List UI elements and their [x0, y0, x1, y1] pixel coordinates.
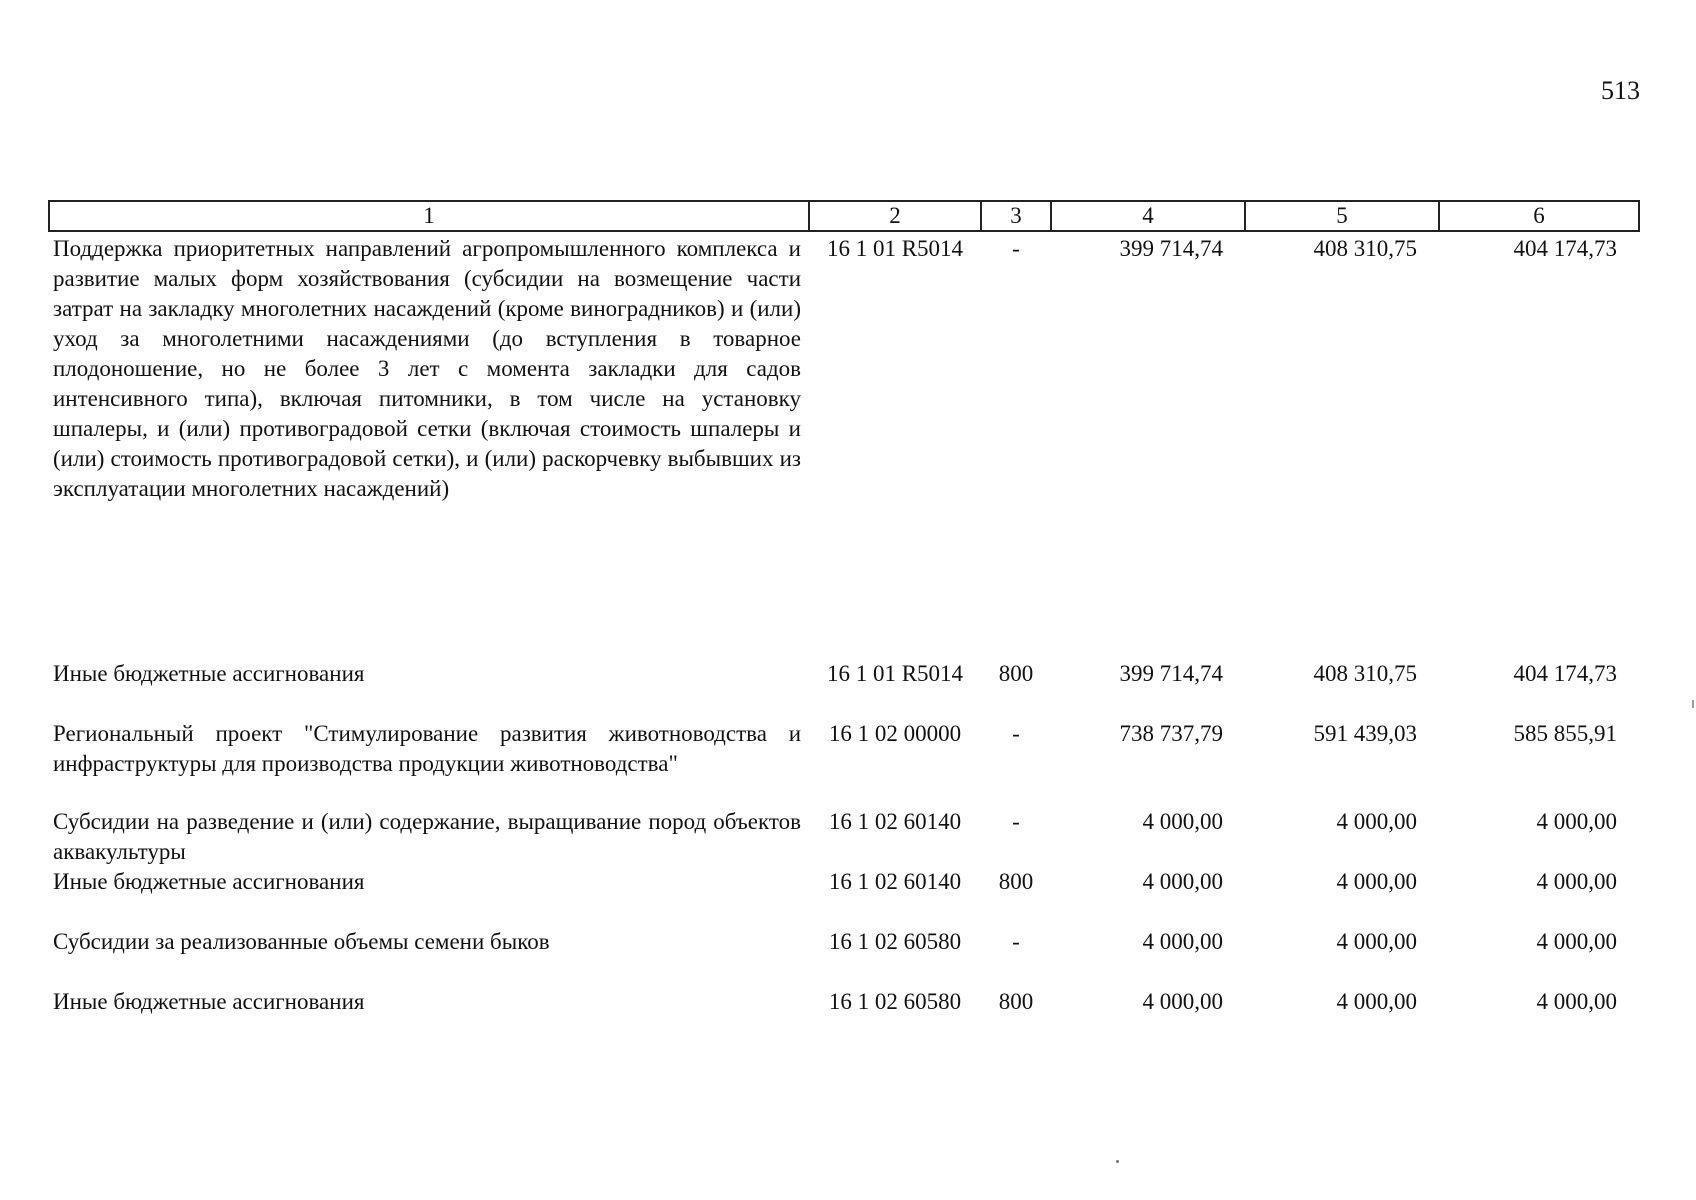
row-value-3: 404 174,73 — [1513, 661, 1617, 686]
row-type: - — [1012, 809, 1020, 834]
table-row — [49, 867, 1639, 927]
table-row — [49, 987, 1639, 1047]
table-row — [49, 719, 1639, 807]
row-code: 16 1 02 60140 — [828, 809, 962, 834]
row-name: Иные бюджетные ассигнования — [53, 989, 365, 1014]
header-row — [49, 201, 1639, 231]
scan-edge-mark — [1692, 700, 1694, 708]
row-value-3: 404 174,73 — [1513, 236, 1617, 261]
row-value-1: 4 000,00 — [1142, 809, 1223, 834]
row-value-2: 408 310,75 — [1313, 236, 1417, 261]
row-name: Иные бюджетные ассигнования — [53, 661, 365, 686]
row-value-3: 4 000,00 — [1536, 929, 1617, 954]
scan-speck — [1116, 1160, 1119, 1163]
row-value-1: 4 000,00 — [1142, 989, 1223, 1014]
row-code: 16 1 02 00000 — [828, 721, 962, 746]
row-value-2: 591 439,03 — [1313, 721, 1417, 746]
row-name: Субсидии на разведение и (или) содержание, выращивание пород объектов аквакультуры — [53, 809, 801, 864]
row-value-1: 399 714,74 — [1119, 661, 1223, 686]
row-type: 800 — [998, 661, 1034, 686]
header-col-4: 4 — [1051, 201, 1245, 231]
row-value-1: 738 737,79 — [1119, 721, 1223, 746]
row-code: 16 1 02 60580 — [828, 989, 962, 1014]
table-row — [49, 927, 1639, 987]
table-row — [49, 231, 1639, 659]
row-value-2: 408 310,75 — [1313, 661, 1417, 686]
row-value-1: 4 000,00 — [1142, 869, 1223, 894]
header-col-5: 5 — [1245, 201, 1439, 231]
header-col-6: 6 — [1439, 201, 1639, 231]
row-code: 16 1 02 60580 — [828, 929, 962, 954]
row-code: 16 1 01 R5014 — [826, 236, 964, 261]
row-code: 16 1 02 60140 — [828, 869, 962, 894]
row-value-2: 4 000,00 — [1336, 809, 1417, 834]
row-name: Региональный проект "Стимулирование развития животноводства и инфраструктуры для производства продукции животноводства" — [53, 721, 801, 776]
header-col-1: 1 — [49, 201, 809, 231]
budget-table — [48, 200, 1640, 1047]
row-value-2: 4 000,00 — [1336, 929, 1417, 954]
row-type: - — [1012, 929, 1020, 954]
row-type: - — [1012, 721, 1020, 746]
table-header — [49, 201, 1639, 231]
row-value-3: 4 000,00 — [1536, 989, 1617, 1014]
row-value-1: 399 714,74 — [1119, 236, 1223, 261]
row-type: 800 — [998, 869, 1034, 894]
table-row — [49, 807, 1639, 867]
header-col-2: 2 — [809, 201, 981, 231]
row-value-2: 4 000,00 — [1336, 989, 1417, 1014]
row-code: 16 1 01 R5014 — [826, 661, 964, 686]
row-type: - — [1012, 236, 1020, 261]
row-value-2: 4 000,00 — [1336, 869, 1417, 894]
table-body — [49, 231, 1639, 1047]
row-type: 800 — [998, 989, 1034, 1014]
page-number: 513 — [1601, 76, 1640, 105]
row-value-3: 585 855,91 — [1513, 721, 1617, 746]
row-name: Иные бюджетные ассигнования — [53, 869, 365, 894]
row-name: Поддержка приоритетных направлений агропромышленного комплекса и развитие малых форм хозяйствования (субсидии на возмещение части затрат на закладку многолетних насаждений (кроме виноградников) и (или) уход за многолетними насаждениями (до вступления в товарное плодоношение, но не более 3 лет с момента закладки для садов интенсивного типа), включая питомники, в том числе на установку шпалеры, и (или) противоградовой сетки (включая стоимость шпалеры и (или) стоимость противоградовой сетки), и (или) раскорчевку выбывших из эксплуатации многолетних насаждений) — [53, 236, 801, 501]
row-value-3: 4 000,00 — [1536, 869, 1617, 894]
header-col-3: 3 — [981, 201, 1051, 231]
row-value-3: 4 000,00 — [1536, 809, 1617, 834]
row-value-1: 4 000,00 — [1142, 929, 1223, 954]
table-row — [49, 659, 1639, 719]
row-name: Субсидии за реализованные объемы семени быков — [53, 929, 550, 954]
